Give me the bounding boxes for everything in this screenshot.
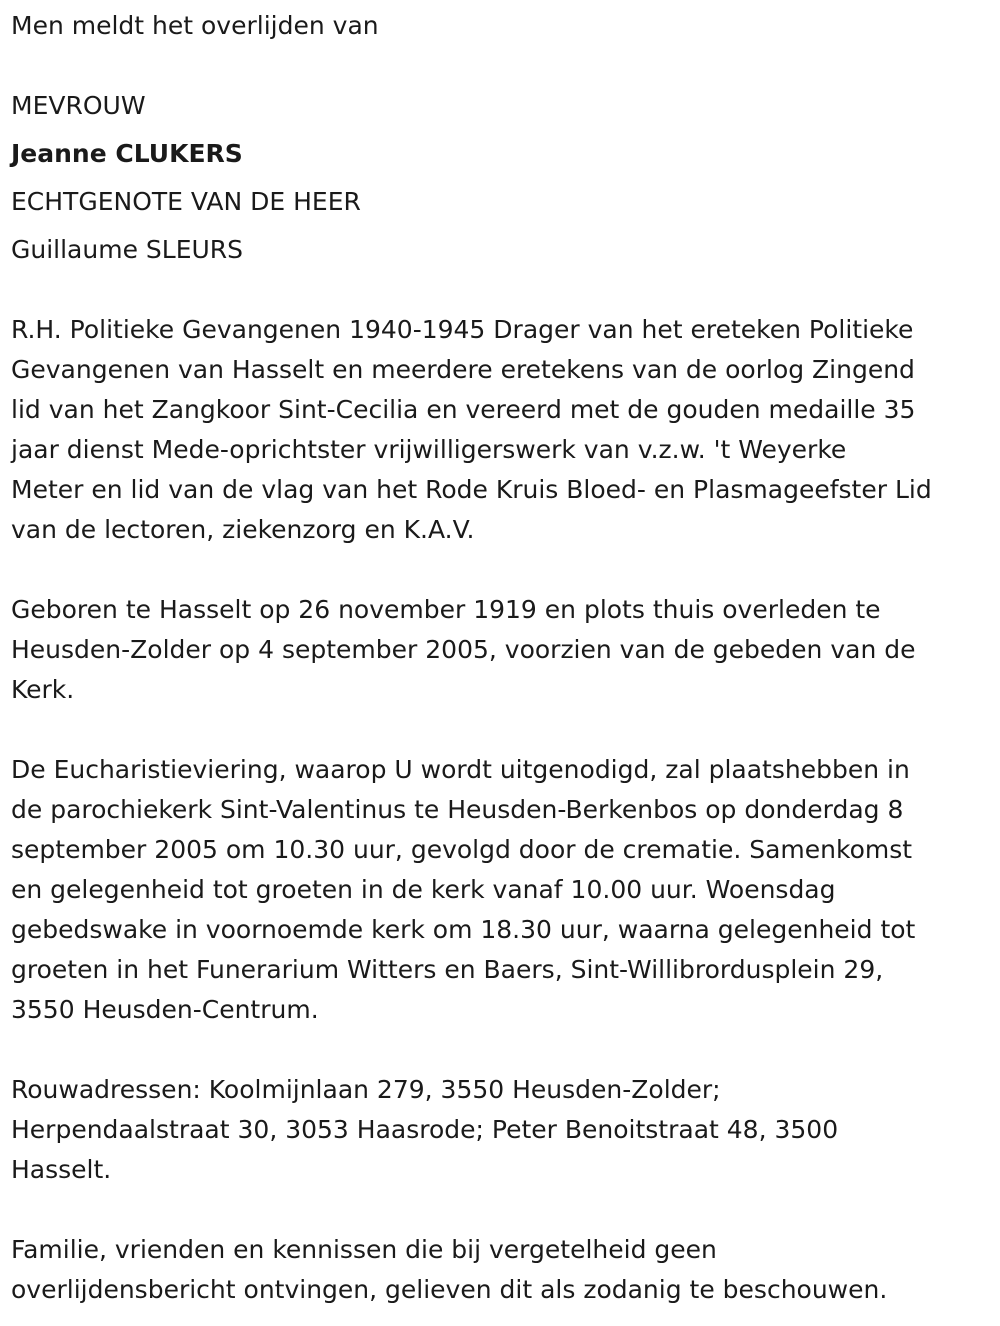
address-line: Rouwadressen: Koolmijnlaan 279, 3550 Heusden-Zolder; <box>11 1075 721 1104</box>
family-paragraph <box>11 1230 992 1310</box>
birth-death-line: Kerk. <box>11 675 75 704</box>
ceremony-line: groeten in het Funerarium Witters en Baers, Sint-Willibrordusplein 29, <box>11 955 884 984</box>
address-line: Hasselt. <box>11 1155 112 1184</box>
ceremony-line: De Eucharistieviering, waarop U wordt uitgenodigd, zal plaatshebben in <box>11 755 910 784</box>
family-line: Familie, vrienden en kennissen die bij vergetelheid geen <box>11 1235 717 1264</box>
intro-text: Men meldt het overlijden van <box>11 11 379 40</box>
birth-death-line: Geboren te Hasselt op 26 november 1919 en plots thuis overleden te <box>11 595 881 624</box>
name-block <box>11 82 361 274</box>
birth-death-paragraph <box>11 590 992 710</box>
ceremony-line: 3550 Heusden-Centrum. <box>11 995 319 1024</box>
biography-line: van de lectoren, ziekenzorg en K.A.V. <box>11 515 475 544</box>
ceremony-line: en gelegenheid tot groeten in de kerk vanaf 10.00 uur. Woensdag <box>11 875 836 904</box>
biography-paragraph <box>11 310 992 550</box>
ceremony-line: gebedswake in voornoemde kerk om 18.30 uur, waarna gelegenheid tot <box>11 915 916 944</box>
biography-line: Gevangenen van Hasselt en meerdere eretekens van de oorlog Zingend <box>11 355 915 384</box>
biography-line: lid van het Zangkoor Sint-Cecilia en vereerd met de gouden medaille 35 <box>11 395 916 424</box>
ceremony-paragraph <box>11 750 992 1030</box>
family-line: overlijdensbericht ontvingen, gelieven dit als zodanig te beschouwen. <box>11 1275 888 1304</box>
ceremony-line: september 2005 om 10.30 uur, gevolgd door de crematie. Samenkomst <box>11 835 913 864</box>
deceased-name: Jeanne CLUKERS <box>11 139 243 168</box>
spouse-title: ECHTGENOTE VAN DE HEER <box>11 187 361 216</box>
biography-line: R.H. Politieke Gevangenen 1940-1945 Drager van het ereteken Politieke <box>11 315 914 344</box>
honorific: MEVROUW <box>11 91 146 120</box>
spouse-name: Guillaume SLEURS <box>11 235 244 264</box>
biography-line: jaar dienst Mede-oprichtster vrijwilligerswerk van v.z.w. 't Weyerke <box>11 435 847 464</box>
biography-line: Meter en lid van de vlag van het Rode Kruis Bloed- en Plasmageefster Lid <box>11 475 932 504</box>
ceremony-line: de parochiekerk Sint-Valentinus te Heusden-Berkenbos op donderdag 8 <box>11 795 904 824</box>
birth-death-line: Heusden-Zolder op 4 september 2005, voorzien van de gebeden van de <box>11 635 916 664</box>
address-paragraph <box>11 1070 992 1190</box>
address-line: Herpendaalstraat 30, 3053 Haasrode; Peter Benoitstraat 48, 3500 <box>11 1115 839 1144</box>
